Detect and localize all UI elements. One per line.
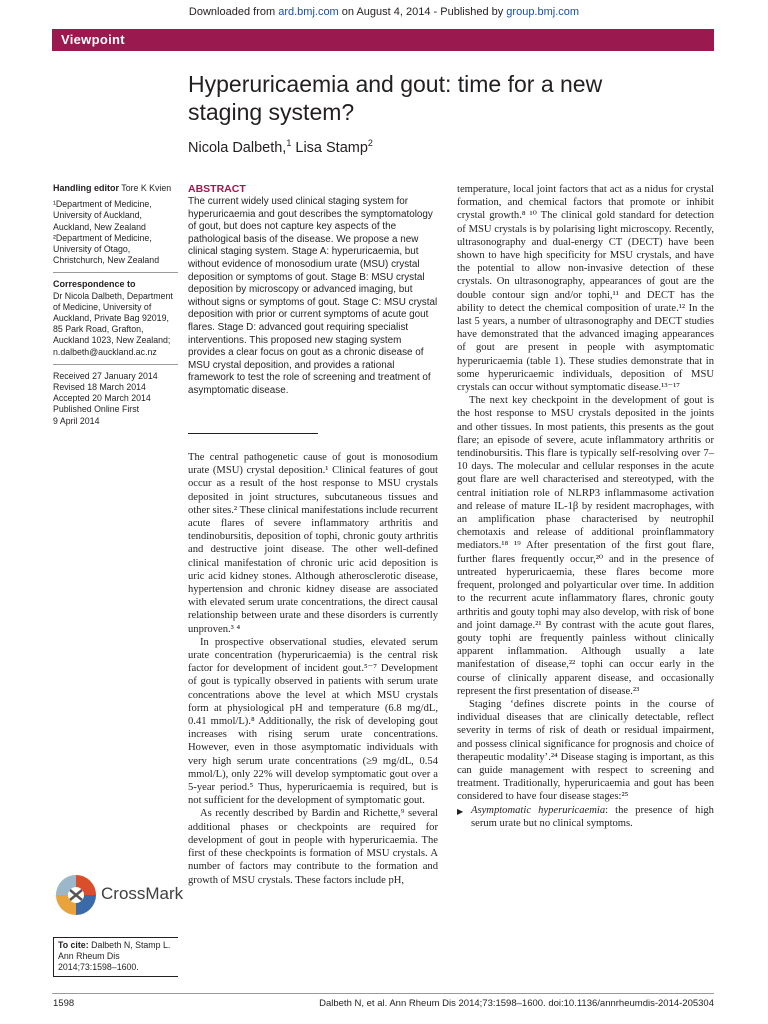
cite-label: To cite:: [58, 940, 89, 950]
bullet-arrow-icon: ▶: [457, 806, 464, 816]
body-column-left: [188, 451, 438, 887]
sidebar: [53, 183, 178, 427]
divider: [53, 364, 178, 365]
crossmark-badge[interactable]: [55, 873, 184, 917]
footer-divider: [52, 993, 714, 994]
download-prefix: Downloaded from: [188, 6, 279, 18]
stage-term: Asymptomatic hyperuricaemia: [471, 804, 606, 816]
received-date: Received 27 January 2014: [53, 370, 158, 381]
author-name: Nicola Dalbeth,: [188, 139, 287, 156]
correspondence-heading: Correspondence to: [53, 279, 136, 290]
paragraph: The next key checkpoint in the development of gout is the host response to MSU crystals deposited in the joints and other tissues. In most patients, this presents as the gout flare; an episode of severe, acute inflammatory arthritis or tendinobursitis. This flare is typically self-resolving over 7–10 days. The molecular and cellular responses in the acute gout flare are well characterised and stereotyped, with the central initiation role of NLRP3 inflammasome activation and release of mature IL-1β by resident macrophages, with an amplification phase characterised by neutrophil chemotaxis and release of additional proinflammatory mediators.¹⁸ ¹⁹ After presentation of the first gout flare, further flares frequently occur,²⁰ and in the presence of untreated hyperuricaemia, these flares become more frequent, prolonged and polyarticular over time. In addition to the recurrent acute inflammatory flares, chronic gouty arthritis and gouty tophi may also develop, with risk of bone and joint damage.²¹ By contrast with the acute gout flares, gouty tophi are frequently painless without clinically apparent inflammation. Although usually a late manifestation of disease,²² tophi can occur early in the course of clinically apparent disease, and occasionally represent the first presentation of disease.²³: [457, 395, 714, 697]
handling-editor: Handling editor Tore K Kvien: [53, 183, 172, 193]
divider: [53, 272, 178, 273]
published-label: Published Online First: [53, 404, 140, 415]
revised-date: Revised 18 March 2014: [53, 382, 146, 393]
affiliation-marker: 2: [367, 138, 373, 148]
article-title: Hyperuricaemia and gout: time for a new staging system?: [188, 71, 603, 125]
affiliation-2: ²Department of Medicine, University of Otago, Christchurch, New Zealand: [53, 232, 160, 266]
correspondence-text: Dr Nicola Dalbeth, Department of Medicine, University of Auckland, Private Bag 92019, 85 Park Road, Grafton, Auckland 1023, New Zealand; n.dalbeth@auckland.ac.nz: [53, 290, 173, 357]
affiliation-marker: 1: [286, 138, 292, 148]
crossmark-icon: [55, 873, 97, 917]
section-banner: [52, 29, 714, 51]
citation-box: [53, 937, 178, 977]
accepted-date: Accepted 20 March 2014: [53, 393, 151, 404]
author-name: Lisa Stamp: [295, 139, 368, 156]
download-notice: [0, 6, 768, 18]
journal-site-link[interactable]: ard.bmj.com: [278, 6, 339, 18]
page-number: 1598: [53, 998, 75, 1009]
stage-list-item: [457, 804, 714, 830]
paragraph: In prospective observational studies, elevated serum urate concentration (hyperuricaemia) is the central risk factor for development of incident gout.⁵⁻⁷ Development of gout is typically observed in patients with serum urate concentrations above the level at which MSU crystals form at physiological pH and temperature (6.8 mg/dL, 0.41 mmol/L).⁸ Additionally, the risk of developing gout increases with rising serum urate concentrations. However, even in those asymptomatic individuals with very high serum urate concentrations (≥9 mg/dL, 0.54 mmol/L), only 22% will develop symptomatic gout over a 5-year period.⁵ Thus, hyperuricaemia is required, but is not sufficient for the development of symptomatic gout.: [188, 636, 438, 807]
abstract-text: The current widely used clinical staging system for hyperuricaemia and gout describes the symptomatology of gout, but does not capture key aspects of the pathological basis of the disease. We propose a new clinical staging system. Stage A: hyperuricaemia, but without evidence of monosodium urate (MSU) crystal deposition or symptoms of gout. Stage B: MSU crystal deposition by microscopy or advanced imaging, but without signs or symptoms of gout. Stage C: MSU crystal deposition with prior or current symptoms of acute gout flares. Stage D: advanced gout requiring specialist interventions. This proposed new staging system provides a clear focus on gout as a chronic disease of MSU crystal deposition, and provides a rational framework to test the role of screening and treatment of asymptomatic disease.: [188, 196, 438, 396]
section-label: Viewpoint: [61, 32, 125, 47]
paragraph: As recently described by Bardin and Richette,⁹ several additional phases or checkpoints are required for development of gout in people with hyperuricaemia. The first of these checkpoints is formation of MSU crystals. A number of factors may contribute to the formation and growth of MSU crystals. These factors include pH,: [188, 808, 438, 886]
abstract-heading: ABSTRACT: [188, 183, 246, 195]
published-date: 9 April 2014: [53, 415, 100, 426]
cite-text: Dalbeth N, Stamp L. Ann Rheum Dis 2014;73:1598–1600.: [58, 940, 171, 972]
paragraph: The central pathogenetic cause of gout is monosodium urate (MSU) crystal deposition.¹ Clinical features of gout occur as a result of the host response to MSU crystals deposited in joint structures, subcutaneous tissues and other sites.² These clinical manifestations include recurrent acute flares of severe inflammatory arthritis and tendinobursitis, deposition of tophi, chronic gouty arthritis and destructive joint disease. The other well-defined clinical manifestation of chronic uric acid deposition is uric acid kidney stones. Although atherosclerotic disease, hypertension and chronic kidney disease are associated with elevated serum urate concentrations, the direct causal relationship between urate and these disorders is currently unproven.³ ⁴: [188, 452, 438, 635]
publisher-link[interactable]: group.bmj.com: [506, 6, 580, 18]
download-middle: on August 4, 2014 - Published by: [338, 6, 507, 18]
abstract-divider: [188, 433, 318, 434]
author-line: [188, 138, 373, 156]
body-column-right: [457, 183, 714, 830]
crossmark-label: CrossMark: [101, 884, 184, 903]
affiliation-1: ¹Department of Medicine, University of Auckland, Auckland, New Zealand: [53, 199, 152, 232]
stage-description: : the presence of high serum urate but no clinical symptoms.: [471, 804, 714, 829]
paragraph: temperature, local joint factors that act as a nidus for crystal formation, and chemical factors that promote or inhibit crystal growth.⁸ ¹⁰ The clinical gold standard for detection of MSU crystals is by polarising light microscopy. Recently, ultrasonography and dual-energy CT (DECT) have been shown to have high specificity for MSU crystals, and have the potential to allow non-invasive detection of these crystals. On ultrasonography, appearances of gout are the double contour sign and/or tophi,¹¹ and DECT has the ability to detect the chemical composition of urate.¹² In the last 5 years, a number of ultrasonography and DECT studies have demonstrated that the advanced imaging appearances of gout are present in people with asymptomatic hyperuricaemia (table 1). These studies demonstrate that in some hyperuricaemic individuals, deposition of MSU crystals can occur without symptomatic disease.¹³⁻¹⁷: [457, 184, 714, 394]
paragraph: Staging ‘defines discrete points in the course of individual diseases that are clinically detectable, reflect severity in terms of risk of death or residual impairment, and possess clinical significance for prognosis and choice of therapeutic modality’.²⁴ Disease staging is important, as this can guide management with respect to screening and treatment. Traditionally, hyperuricaemia and gout has been considered to have four disease stages:²⁵: [457, 698, 714, 803]
footer-citation: Dalbeth N, et al. Ann Rheum Dis 2014;73:1598–1600. doi:10.1136/annrheumdis-2014-205304: [319, 998, 714, 1009]
